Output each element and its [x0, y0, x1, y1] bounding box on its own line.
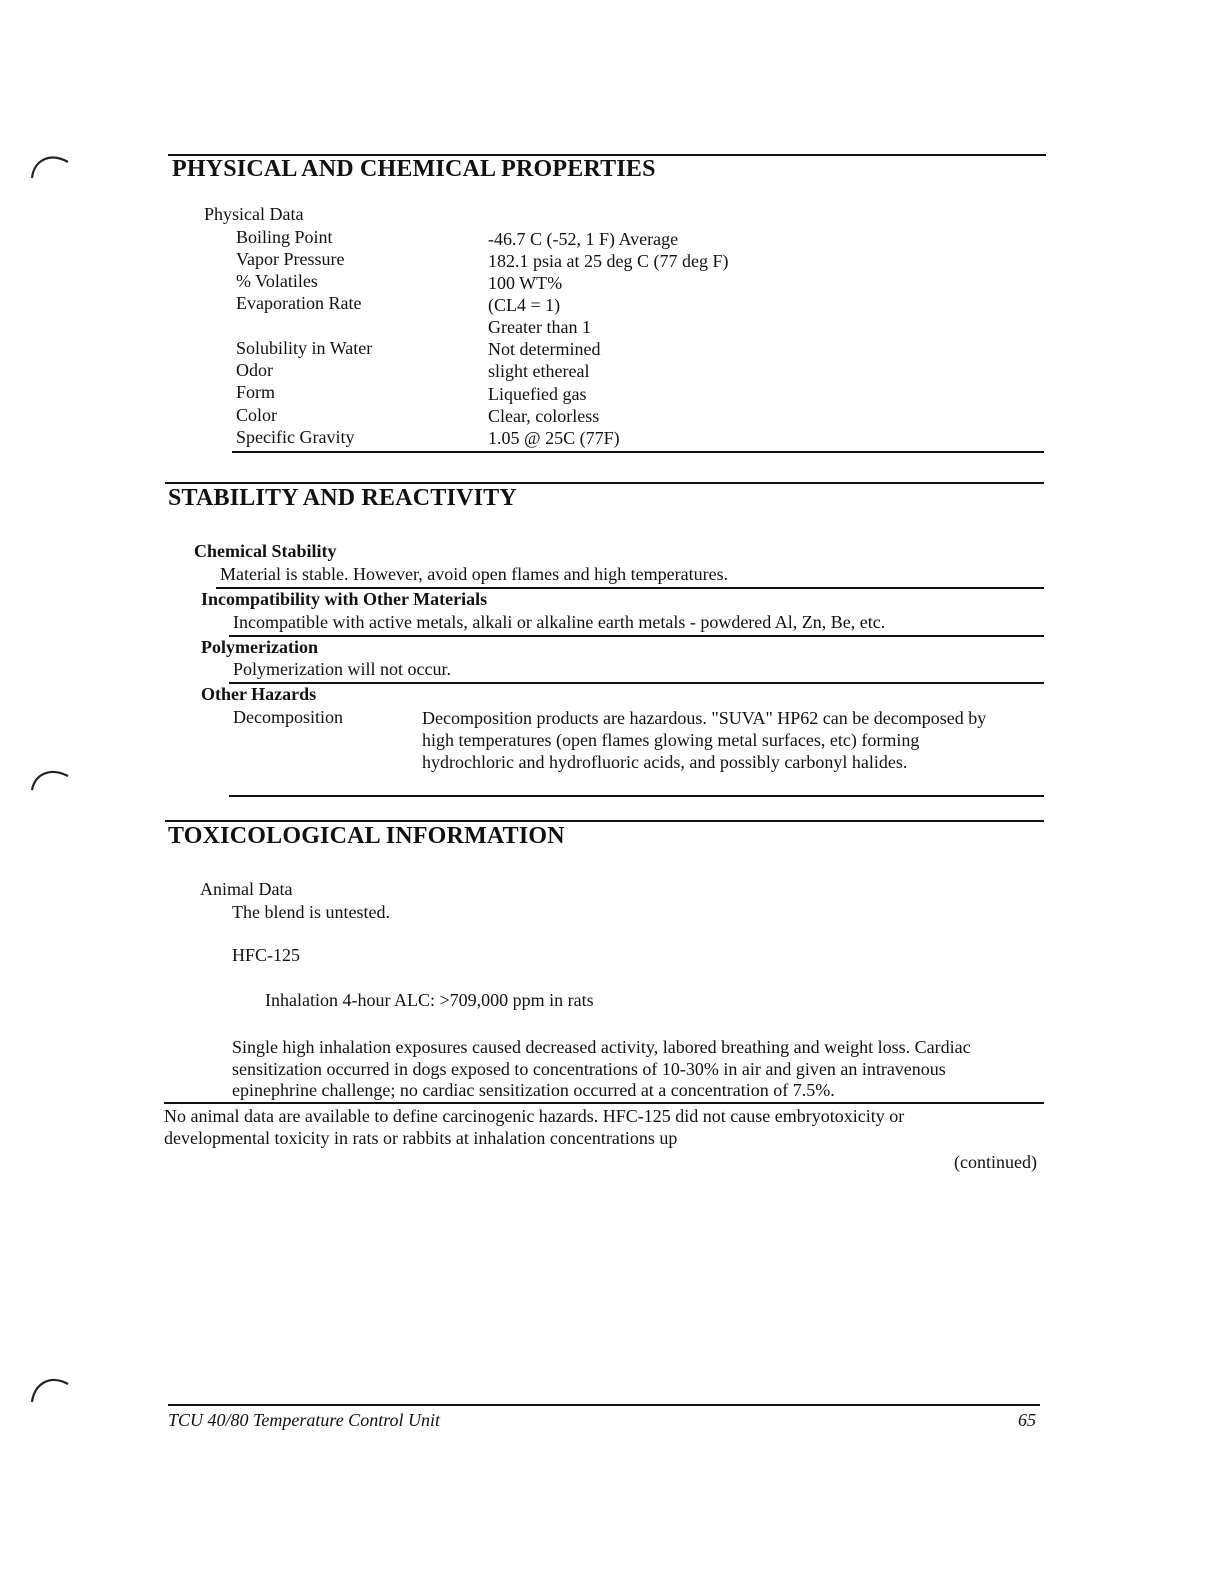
incompatibility-text: Incompatible with active metals, alkali or alkaline earth metals - powdered Al, Zn, Be, etc. [233, 612, 886, 632]
single-high-exposure-line-1: Single high inhalation exposures caused decreased activity, labored breathing and weight loss. Cardiac [232, 1037, 971, 1057]
property-label-color: Color [236, 405, 278, 425]
property-label-boiling-point: Boiling Point [236, 227, 333, 247]
continued-note: (continued) [954, 1152, 1037, 1172]
decomposition-line-3: hydrochloric and hydrofluoric acids, and possibly carbonyl halides. [422, 752, 908, 772]
single-high-exposure-line-3: epinephrine challenge; no cardiac sensitization occurred at a concentration of 7.5%. [232, 1080, 835, 1100]
chemical-stability-title: Chemical Stability [194, 541, 337, 561]
toxicological-heading: TOXICOLOGICAL INFORMATION [168, 823, 565, 849]
footer-rule [168, 1404, 1040, 1406]
property-value-odor: slight ethereal [488, 361, 590, 381]
physical-table-rule [232, 451, 1044, 453]
other-hazards-title: Other Hazards [201, 684, 317, 704]
property-value-color: Clear, colorless [488, 406, 600, 426]
polymerization-title: Polymerization [201, 637, 318, 657]
decomposition-line-1: Decomposition products are hazardous. "SUVA" HP62 can be decomposed by [422, 708, 987, 728]
decomposition-label: Decomposition [233, 707, 343, 727]
carcinogenic-line-2: developmental toxicity in rats or rabbits at inhalation concentrations up [164, 1128, 678, 1148]
property-value-volatiles: 100 WT% [488, 273, 563, 293]
polymerization-rule [229, 682, 1044, 684]
property-label-odor: Odor [236, 360, 273, 380]
property-label-specific-gravity: Specific Gravity [236, 427, 355, 447]
other-hazards-rule [229, 795, 1044, 797]
binder-hole-arc-bottom-icon [28, 1370, 72, 1406]
binder-hole-arc-middle-icon [28, 764, 72, 794]
blend-untested-text: The blend is untested. [232, 902, 390, 922]
animal-data-title: Animal Data [200, 879, 293, 899]
property-value-vapor-pressure: 182.1 psia at 25 deg C (77 deg F) [488, 251, 729, 271]
carcinogenic-line-1: No animal data are available to define carcinogenic hazards. HFC-125 did not cause embryotoxicity or [164, 1106, 905, 1126]
property-label-form: Form [236, 382, 276, 402]
footer-page-number: 65 [1018, 1410, 1036, 1430]
incompatibility-title: Incompatibility with Other Materials [201, 589, 488, 609]
property-label-evaporation-rate: Evaporation Rate [236, 293, 362, 313]
property-label-solubility: Solubility in Water [236, 338, 373, 358]
property-value-specific-gravity: 1.05 @ 25C (77F) [488, 428, 620, 448]
property-value-boiling-point: -46.7 C (-52, 1 F) Average [488, 229, 679, 249]
physical-heading: PHYSICAL AND CHEMICAL PROPERTIES [172, 156, 656, 182]
inhalation-alc-text: Inhalation 4-hour ALC: >709,000 ppm in rats [265, 990, 594, 1010]
single-high-exposure-rule [164, 1102, 1044, 1104]
hfc-125-label: HFC-125 [232, 945, 301, 965]
stability-heading: STABILITY AND REACTIVITY [168, 485, 517, 511]
property-label-vapor-pressure: Vapor Pressure [236, 249, 345, 269]
property-value-solubility: Not determined [488, 339, 601, 359]
property-value-form: Liquefied gas [488, 384, 587, 404]
binder-hole-arc-top-icon [28, 148, 72, 182]
single-high-exposure-line-2: sensitization occurred in dogs exposed to concentrations of 10-30% in air and given an intravenous [232, 1059, 946, 1079]
property-value-evaporation-rate-note: Greater than 1 [488, 317, 591, 337]
incompatibility-rule [229, 635, 1044, 637]
chemical-stability-text: Material is stable. However, avoid open flames and high temperatures. [220, 564, 729, 584]
decomposition-line-2: high temperatures (open flames glowing metal surfaces, etc) forming [422, 730, 920, 750]
property-label-volatiles: % Volatiles [236, 271, 318, 291]
footer-title: TCU 40/80 Temperature Control Unit [168, 1410, 441, 1430]
section-rule-toxicological [165, 820, 1044, 822]
property-value-evaporation-rate: (CL4 = 1) [488, 295, 561, 315]
physical-data-subheading: Physical Data [204, 204, 304, 224]
section-rule-stability [165, 482, 1044, 484]
polymerization-text: Polymerization will not occur. [233, 659, 451, 679]
